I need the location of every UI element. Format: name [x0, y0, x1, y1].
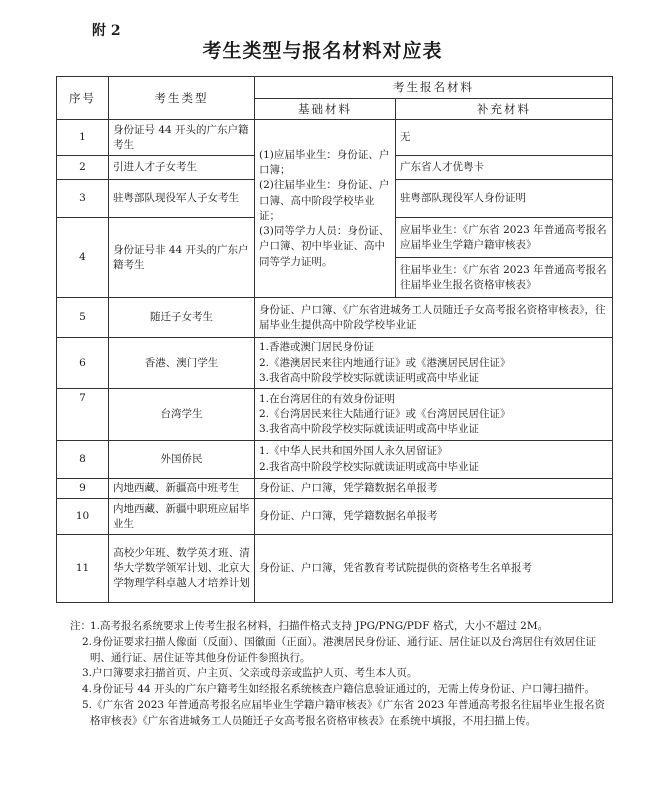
row-no: 9 — [57, 479, 109, 499]
material-line: 2.我省高中阶段学校实际就读证明或高中毕业证 — [259, 460, 480, 473]
note-text: 3.户口簿要求扫描首页、户主页、父亲或母亲或监护人页、考生本人页。 — [82, 667, 418, 680]
row-type: 香港、澳门学生 — [109, 338, 255, 389]
shared-basic-materials — [255, 120, 396, 298]
row-no: 2 — [57, 156, 109, 180]
row-type: 身份证号 44 开头的广东户籍考生 — [109, 120, 255, 156]
table-row — [57, 298, 613, 338]
materials-table — [56, 76, 613, 603]
basic-line: (2)往届毕业生：身份证、户口簿、高中阶段学校毕业证； — [259, 179, 390, 222]
material-line: 1.《中华人民共和国外国人永久居留证》 — [259, 445, 448, 458]
material-line: 1.香港或澳门居民身份证 — [259, 341, 375, 354]
row-no: 7 — [57, 389, 109, 441]
row-type: 引进人才子女考生 — [109, 156, 255, 180]
row-no: 5 — [57, 298, 109, 338]
note-item — [70, 666, 610, 682]
row-no: 10 — [57, 499, 109, 535]
row-type: 内地西藏、新疆中职班应届毕业生 — [109, 499, 255, 535]
row-materials: 身份证、户口簿、《广东省进城务工人员随迁子女高考报名资格审核表》，往届毕业生提供高中阶段学校毕业证 — [255, 298, 613, 338]
row-no: 4 — [57, 218, 109, 298]
row-type: 高校少年班、数学英才班、清华大学数学领军计划、北京大学物理学科卓越人才培养计划 — [109, 535, 255, 603]
basic-line: (3)同等学力人员：身份证、户口簿、初中毕业证、高中同等学力证明。 — [259, 225, 390, 268]
row-supp: 广东省人才优粤卡 — [396, 156, 613, 180]
row-no: 3 — [57, 180, 109, 218]
row-no: 8 — [57, 441, 109, 479]
material-line: 3.我省高中阶段学校实际就读证明或高中毕业证 — [259, 423, 480, 436]
row-materials: 身份证、户口簿，凭省教育考试院提供的资格考生名单报考 — [255, 535, 613, 603]
header-materials: 考生报名材料 — [255, 77, 613, 99]
row-no: 11 — [57, 535, 109, 603]
table-row — [57, 479, 613, 499]
row-type: 台湾学生 — [109, 389, 255, 441]
row-type: 身份证号非 44 开头的广东户籍考生 — [109, 218, 255, 298]
row-type: 随迁子女考生 — [109, 298, 255, 338]
note-text: 2.身份证要求扫描人像面（反面）、国徽面（正面）。港澳居民身份证、通行证、居住证以及台湾居住有效居住证明、通行证、居住证等其他身份证件参照执行。 — [82, 635, 597, 664]
basic-line: (1)应届毕业生：身份证、户口簿； — [259, 148, 390, 177]
table-row — [57, 535, 613, 603]
material-line: 1.在台湾居住的有效身份证明 — [259, 392, 396, 405]
row-materials — [255, 441, 613, 479]
material-line: 3.我省高中阶段学校实际就读证明或高中毕业证 — [259, 371, 480, 384]
row-supp: 应届毕业生：《广东省 2023 年普通高考报名应届毕业生学籍户籍审核表》 — [396, 218, 613, 258]
row-type: 驻粤部队现役军人子女考生 — [109, 180, 255, 218]
row-supp: 无 — [396, 120, 613, 156]
header-no: 序号 — [57, 77, 109, 120]
row-type: 外国侨民 — [109, 441, 255, 479]
page-title: 考生类型与报名材料对应表 — [202, 40, 443, 62]
row-no: 1 — [57, 120, 109, 156]
row-materials: 身份证、户口簿，凭学籍数据名单报考 — [255, 499, 613, 535]
table-row — [57, 441, 613, 479]
row-materials: 身份证、户口簿，凭学籍数据名单报考 — [255, 479, 613, 499]
row-supp: 驻粤部队现役军人身份证明 — [396, 180, 613, 218]
note-text: 5.《广东省 2023 年普通高考报名应届毕业生学籍户籍审核表》《广东省 2023 年普通高考报名往届毕业生报名资格审核表》《广东省进城务工人员随迁子女高考报名资格审核表》在系统中填报，不用扫描上传。 — [82, 698, 606, 727]
row-materials — [255, 389, 613, 441]
table-row — [57, 120, 613, 156]
note-item — [70, 698, 610, 730]
header-type: 考生类型 — [109, 77, 255, 120]
header-supp: 补充材料 — [396, 98, 613, 120]
notes — [70, 619, 610, 729]
note-item — [70, 635, 610, 667]
material-line: 2.《港澳居民来往内地通行证》或《港澳居民居住证》 — [259, 356, 511, 369]
table-row — [57, 338, 613, 389]
note-text: 1.高考报名系统要求上传考生报名材料，扫描件格式支持 JPG/PNG/PDF 格式，大小不超过 2M。 — [90, 620, 549, 632]
table-row — [57, 499, 613, 535]
row-supp: 往届毕业生：《广东省 2023 年普通高考报名往届毕业生报名资格审核表》 — [396, 258, 613, 298]
note-text: 4.身份证号 44 开头的广东户籍考生如经报名系统核查户籍信息验证通过的，无需上传身份证、户口簿扫描件。 — [82, 683, 596, 695]
row-type: 内地西藏、新疆高中班考生 — [109, 479, 255, 499]
header-basic: 基础材料 — [255, 98, 396, 120]
notes-label: 注： — [70, 620, 91, 632]
row-materials — [255, 338, 613, 389]
table-row — [57, 389, 613, 441]
row-no: 6 — [57, 338, 109, 389]
attachment-label: 附 2 — [92, 23, 121, 39]
material-line: 2.《台湾居民来往大陆通行证》或《台湾居民居住证》 — [259, 407, 511, 420]
note-item — [70, 619, 610, 635]
note-item — [70, 682, 610, 698]
